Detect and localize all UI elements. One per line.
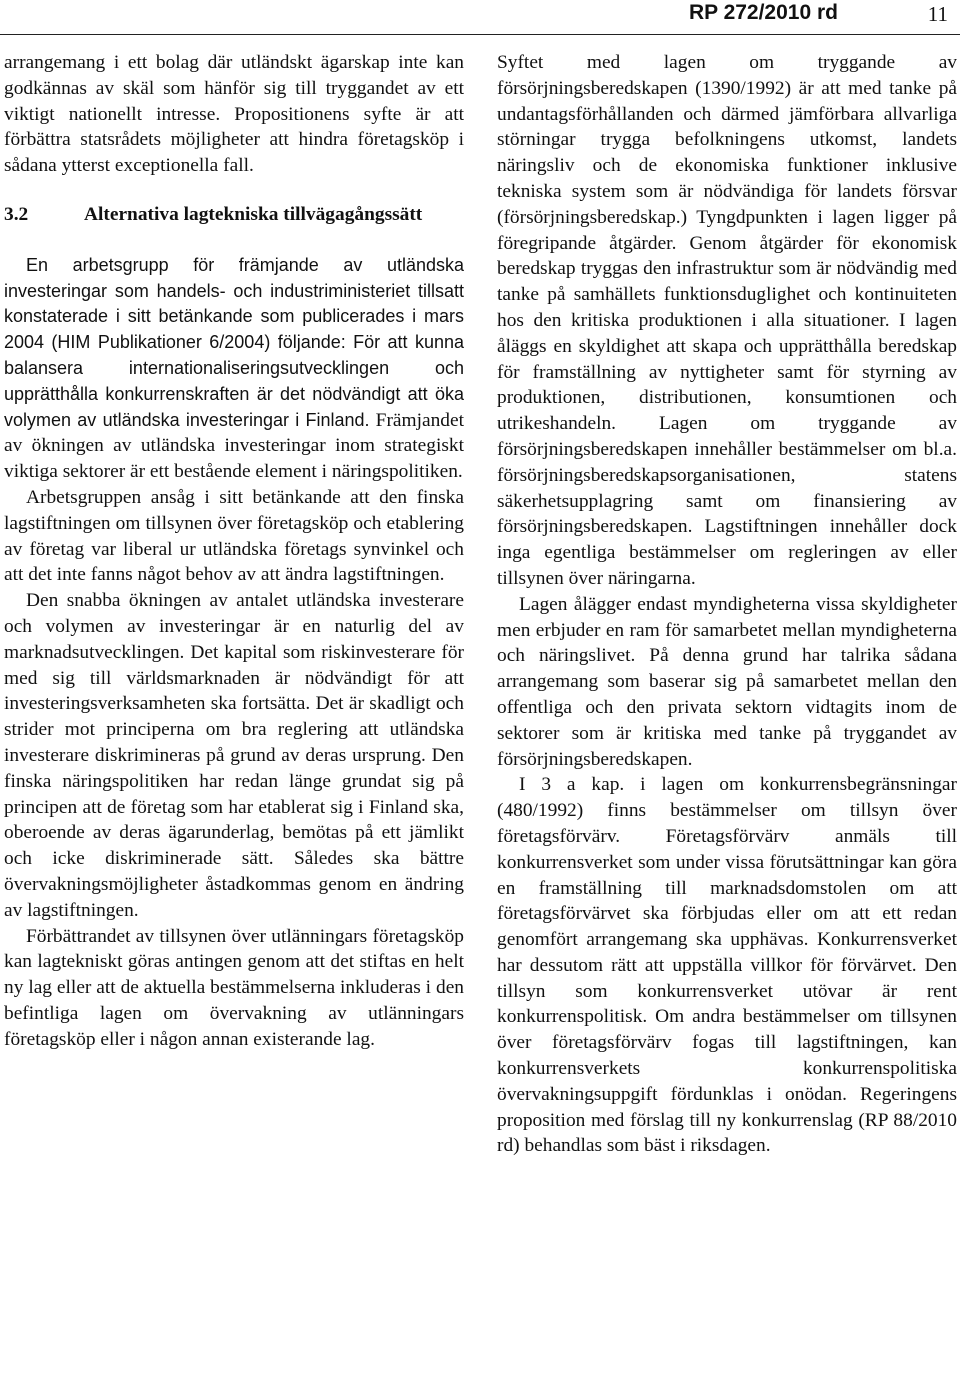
- paragraph-working-group-part2: Främjandet av ökningen av utländska investeringar inom strategiskt viktiga sektorer är ett bestående element i näringspolitiken.: [4, 409, 464, 483]
- section-title: Alternativa lagtekniska tillvägagångssätt: [84, 203, 423, 225]
- section-heading: [4, 202, 464, 228]
- paragraph-investor-growth: Den snabba ökningen av antalet utländska investerare och volymen av investeringar är en naturlig del av marknadsutvecklingen. Det kapital som riskinvesterare för med sig till världsmarknaden är nödvändigt för att investeringsverksamheten ska fortsätta. Det är skadligt och strider mot principerna om bra reglering att utländska investerare diskrimineras på grund av deras ursprung. Den finska näringspolitiken har redan länge grundat sig på principen att de företag som har etablerat sig i Finland ska, oberoende av deras ägarunderlag, bemötas på ett jämlikt och icke diskriminerade sätt. Således ska bättre övervakningsmöjligheter åstadkommas genom en ändring av lagstiftningen.: [4, 590, 464, 921]
- paragraph-legislation-liberal: Arbetsgruppen ansåg i sitt betänkande att den finska lagstiftningen om tillsynen över företagsköp och etablering av företag var liberal ur utländska företags synvinkel och att det inte fanns något behov av att ändra lagstiftningen.: [4, 486, 464, 586]
- document-id: RP 272/2010 rd: [688, 1, 838, 24]
- page-header: [0, 0, 960, 35]
- paragraph-improved-supervision: Förbättrandet av tillsynen över utlänningars företagsköp kan lagtekniskt göras antingen genom att det stiftas en helt ny lag eller att de aktuella bestämmelserna inkluderas i den befintliga lagen om övervakning av utlänningars företagsköp eller i någon annan existerande lag.: [4, 925, 464, 1050]
- page-number: 11: [927, 2, 948, 26]
- section-number: 3.2: [4, 203, 29, 225]
- paragraph-competition-law: I 3 a kap. i lagen om konkurrensbegränsningar (480/1992) finns bestämmelser om tillsyn över företagsförvärv. Företagsförvärv anmäls till konkurrensverket som under vissa förutsättningar kan göra en framställning till marknadsdomstolen om att företagsförvärvet ska förbjudas eller om att ett redan genomfört arrangemang ska upphävas. Konkurrensverket har dessutom rätt att uppställa villkor för förvärvet. Den tillsyn som konkurrensverket utövar är rent konkurrenspolitisk. Om andra bestämmelser om tillsynen över företagsförvärv fogas till lagstiftningen, kan konkurrensverkets konkurrenspolitiska övervakningsuppgift fördunklas i onödan. Regeringens proposition med förslag till ny konkurrenslag (RP 88/2010 rd) behandlas som bäst i riksdagen.: [497, 774, 957, 1157]
- paragraph-supply-security-purpose: Syftet med lagen om tryggande av försörjningsberedskapen (1390/1992) är att med tanke på undantagsförhållanden och därmed jämförbara allvarliga störningar trygga befolkningens utkomst, landets näringsliv och de ekonomiska funktioner inklusive tekniska system som är nödvändiga för landets försvar (försörjningsberedskap.) Tyngdpunkten i lagen ligger på föregripande åtgärder. Genom åtgärder för ekonomisk beredskap tryggas den infrastruktur som är nödvändig med tanke på samhällets funktionsduglighet och kontinuiteten hos den kritiska produktionen i alla situationer. I lagen åläggs en skyldighet att skapa och upprätthålla beredskap för framställning av nyttigheter samt för styrning av produktionen, distributionen, konsumtionen och utrikeshandeln. Lagen om tryggande av försörjningsberedskapen innehåller bestämmelser om bl.a. försörjningsberedskapsorganisationen, statens säkerhetsupplagring samt om finansiering av försörjningsberedskapen. Lagstiftningen innehåller dock inga egentliga bestämmelser om regleringen av eller tillsynen över näringarna.: [497, 52, 957, 589]
- intro-paragraph: arrangemang i ett bolag där utländskt ägarskap inte kan godkännas av skäl som hänför sig till tryggandet av ett viktigt nationellt intresse. Propositionens syfte är att förbättra statsrådets möjligheter att hindra företagsköp i sådana ytterst exceptionella fall.: [4, 52, 464, 177]
- right-column: [497, 50, 957, 1159]
- left-column: [4, 50, 464, 1052]
- paragraph-working-group: [4, 253, 464, 485]
- paragraph-authority-obligations: Lagen ålägger endast myndigheterna vissa skyldigheter men erbjuder en ram för samarbetet mellan myndigheterna och näringslivet. På denna grund har talrika sådana arrangemang som baserar sig på samarbetet mellan den offentliga och den privata sektorn vidtagits inom de sektorer som är kritiska med tanke på tryggandet av försörjningsberedskapen.: [497, 593, 957, 770]
- paragraph-working-group-part1: En arbetsgrupp för främjande av utländska investeringar som handels- och industriministeriet tillsatt konstaterade i sitt betänkande som publicerades i mars 2004 (HIM Publikationer 6/2004) följande: För att kunna balansera internationaliseringsutvecklingen och upprätthålla konkurrenskraften är det nödvändigt att öka volymen av utländska investeringar i Finland.: [4, 254, 464, 430]
